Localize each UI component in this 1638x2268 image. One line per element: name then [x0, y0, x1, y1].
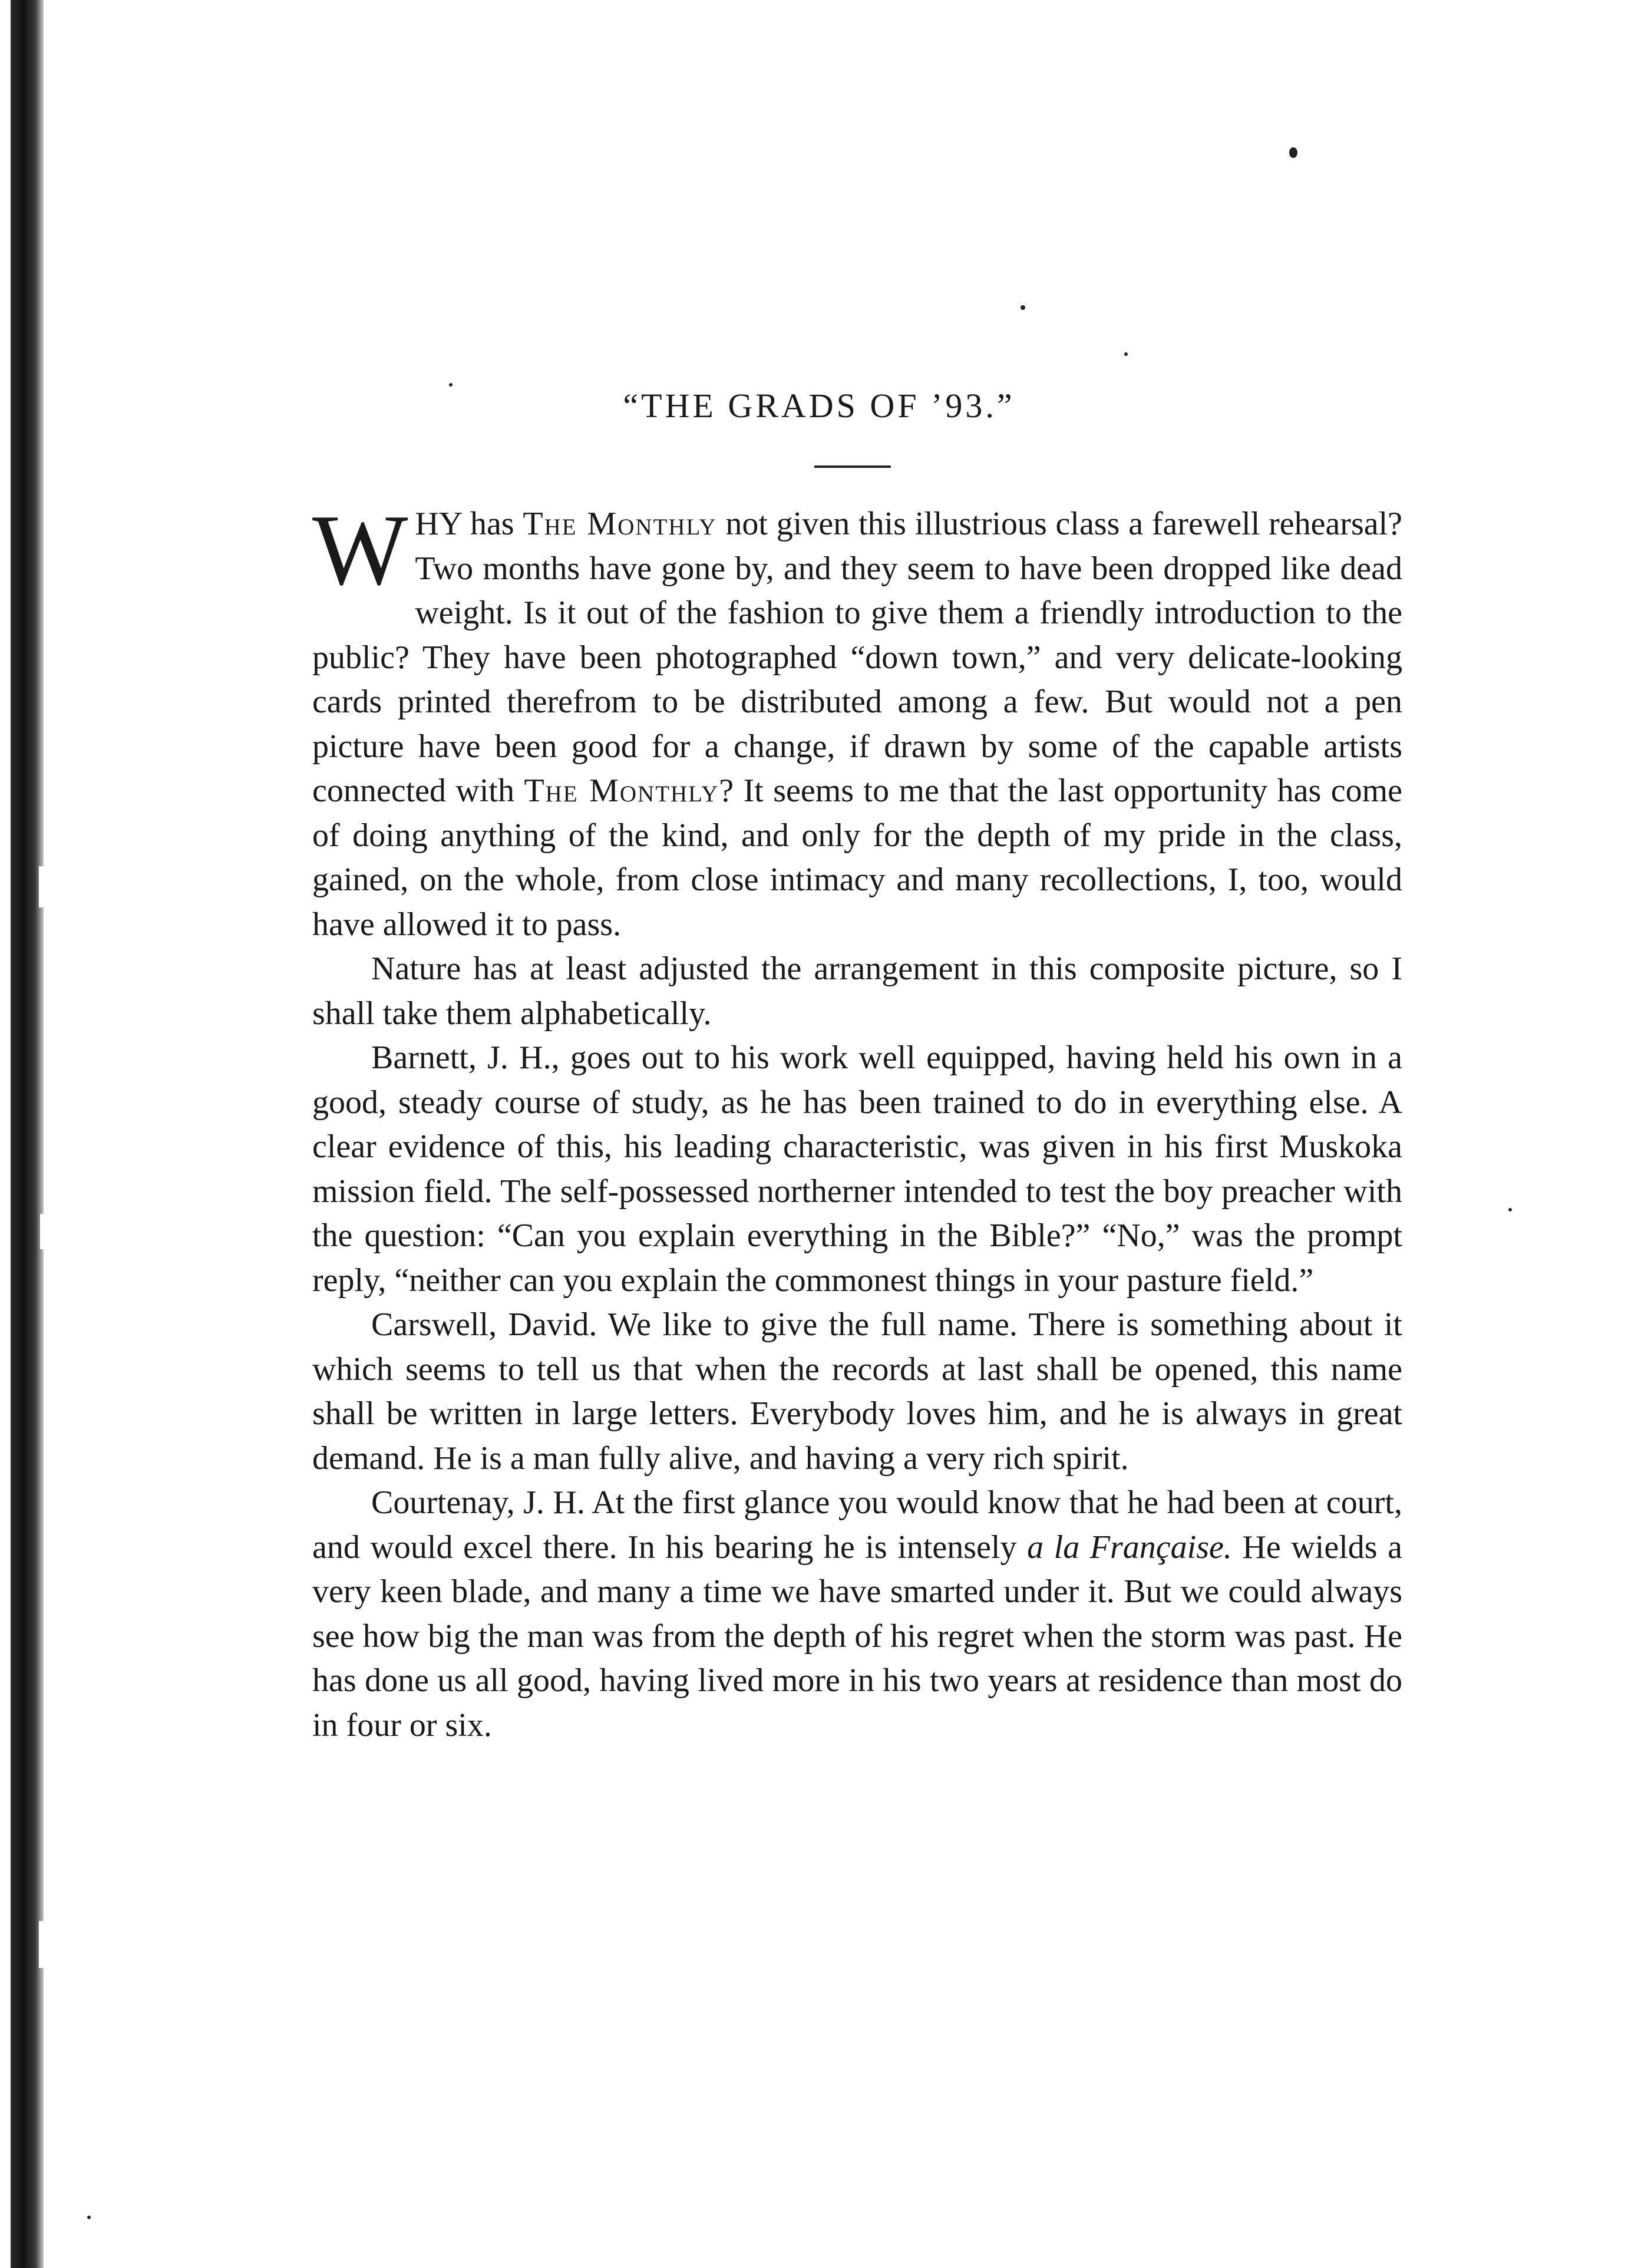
paragraph-courtenay-lead: Courtenay, J. H. At the first glance you would know that he had been at court, and would excel there. In his bearing he is intensely — [312, 1484, 1402, 1566]
paragraph-intro-lead: HY has — [415, 506, 523, 542]
magazine-name: The Monthly — [524, 772, 719, 809]
paragraph-barnett: Barnett, J. H., goes out to his work well equipped, having held his own in a good, steady course of study, as he has been trained to do in everything else. A clear evidence of this, his leading characteristic, was given in his first Muskoka mission field. The self-possessed northerner intended to test the boy preacher with the question: “Can you explain everything in the Bible?” “No,” was the prompt reply, “neither can you explain the commonest things in your pasture field.” — [312, 1039, 1402, 1299]
ink-speck — [87, 2216, 91, 2219]
binding-notch — [39, 866, 45, 907]
title-rule — [814, 466, 891, 468]
paragraph-nature: Nature has at least adjusted the arrangement in this composite picture, so I shall take them alphabetically. — [312, 950, 1402, 1032]
binding-notch — [39, 1921, 45, 1968]
ink-speck — [1124, 352, 1128, 356]
binding-notch — [40, 1214, 45, 1249]
paragraph-courtenay-tail: He wields a very keen blade, and many a time we have smarted under it. But we could always see how big the man was from the depth of his regret when the storm was past. He has done us all good, having lived more in his two years at residence than most do in four or six. — [312, 1528, 1402, 1744]
paragraph-intro-middle: not given this illustrious class a farewell rehearsal? Two months have gone by, and they seem to have been dropped like dead weight. Is it out of the fashion to give them a friendly introduction to the public? They have been photographed “down town,” and very delicate-looking cards printed therefrom to be distributed among a few. But would not a pen picture have been good for a change, if drawn by some of the capable artists connected with — [312, 506, 1403, 809]
drop-cap: W — [312, 494, 408, 606]
magazine-name: The Monthly — [523, 506, 717, 542]
paragraph-carswell: Carswell, David. We like to give the full name. There is something about it which seems to tell us that when the records at last shall be opened, this name shall be written in large letters. Everybody loves him, and he is always in great demand. He is a man fully alive, and having a very rich spirit. — [312, 1306, 1402, 1477]
paragraph-courtenay — [312, 1481, 1402, 1748]
article-title: “THE GRADS OF ’93.” — [623, 387, 1015, 425]
italic-phrase: a la Française. — [1027, 1528, 1232, 1566]
paragraph-intro — [312, 494, 1403, 947]
article-body — [312, 494, 1403, 1748]
ink-speck — [1289, 147, 1297, 158]
paragraph-intro-tail: ? It seems to me that the last opportunity has come of doing anything of the kind, and only for the depth of my pride in the class, gained, on the whole, from close intimacy and many recollections, I, too, would have allowed it to pass. — [312, 772, 1403, 943]
ink-speck — [1021, 305, 1025, 310]
ink-speck — [1508, 1208, 1512, 1211]
